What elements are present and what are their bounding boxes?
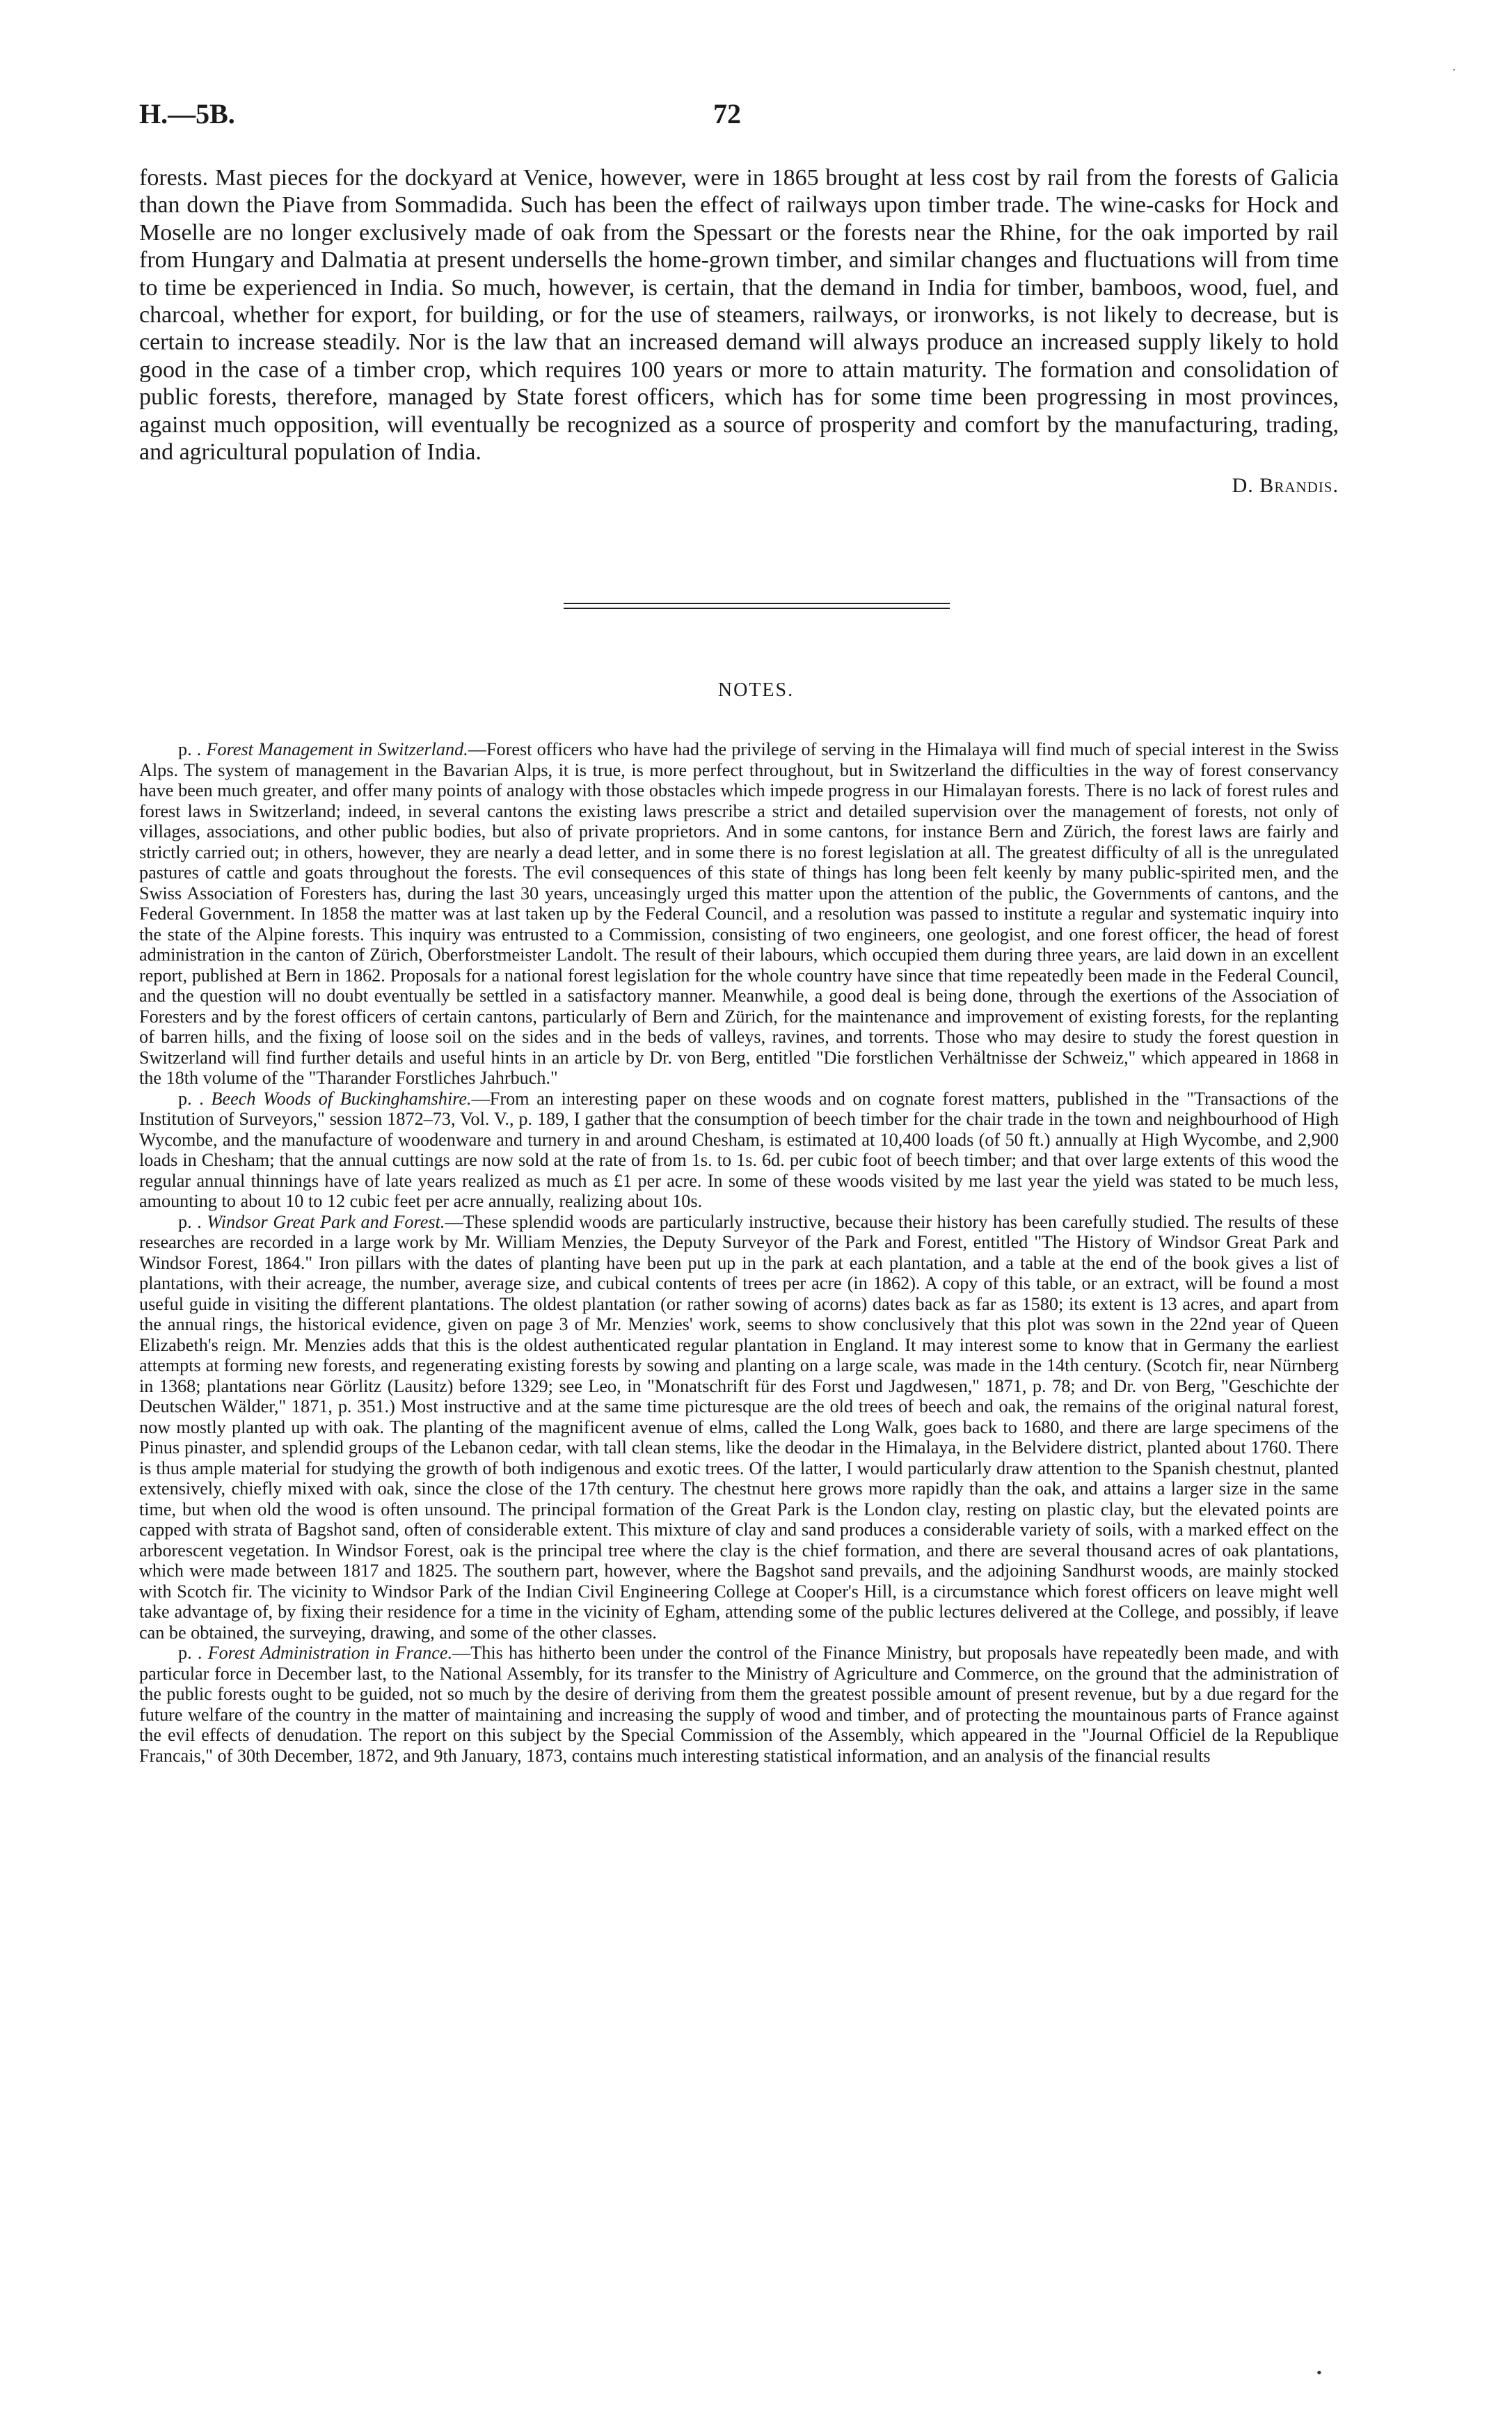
note-item — [139, 1212, 1339, 1643]
divider-rule-top — [564, 603, 950, 604]
note-text: —Forest officers who have had the privilege of serving in the Himalaya will find much of special interest in the Swiss Alps. The system of management in the Bavarian Alps, it is true, is more perfect throughout, but in Switzerland the difficulties in the way of forest conservancy have been much greater, and offer many points of analogy with those obstacles which impede progress in our Himalayan forests. There is no lack of forest rules and forest laws in Switzerland; indeed, in several cantons the existing laws prescribe a strict and detailed supervision over the management of forests, not only of villages, associations, and other public bodies, but also of private proprietors. And in some cantons, for instance Bern and Zürich, the forest laws are fairly and strictly carried out; in others, however, they are nearly a dead letter, and in some there is no forest legislation at all. The greatest difficulty of all is the unregulated pastures of cattle and goats throughout the forests. The evil consequences of this state of things has long been felt keenly by many public-spirited men, and the Swiss Association of Foresters has, during the last 30 years, unceasingly urged this matter upon the attention of the public, the Governments of cantons, and the Federal Government. In 1858 the matter was at last taken up by the Federal Council, and a resolution was passed to institute a regular and systematic inquiry into the state of the Alpine forests. This inquiry was entrusted to a Commission, consisting of two engineers, one geologist, and one forest officer, the head of forest administration in the canton of Zürich, Oberforstmeister Landolt. The result of their labours, which occupied them during three years, are laid down in an excellent report, published at Bern in 1862. Proposals for a national forest legislation for the whole country have since that time repeatedly been made in the Federal Council, and the question will no doubt eventually be settled in a satisfactory manner. Meanwhile, a good deal is being done, through the exertions of the Association of Foresters and by the forest officers of certain cantons, particularly of Bern and Zürich, for the maintenance and improvement of existing forests, for the replanting of barren hills, and the fixing of loose soil on the sides and in the beds of valleys, ravines, and torrents. Those who may desire to study the forest question in Switzerland will find further details and useful hints in an article by Dr. von Berg, entitled "Die forstlichen Verhältnisse der Schweiz," which appeared in 1868 in the 18th volume of the "Tharander Forstliches Jahrbuch." — [139, 739, 1339, 1088]
note-marker: p. . — [178, 1643, 202, 1663]
note-marker: p. . — [178, 739, 202, 759]
note-title: Forest Management in Switzerland. — [206, 739, 468, 759]
note-text: —This has hitherto been under the control of the Finance Ministry, but proposals have repeatedly been made, and with particular force in December last, to the National Assembly, for its transfer to the Ministry of Agriculture and Commerce, on the ground that the administration of the public forests ought to be guided, not so much by the desire of deriving from them the greatest possible amount of present revenue, but by a due regard for the future welfare of the country in the matter of maintaining and increasing the supply of wood and timber, and of protecting the mountainous parts of France against the evil effects of denudation. The report on this subject by the Special Commission of the Assembly, which appeared in the "Journal Officiel de la Republique Francais," of 30th December, 1872, and 9th January, 1873, contains much interesting statistical information, and an analysis of the financial results — [139, 1643, 1339, 1766]
notes-heading: NOTES. — [717, 679, 795, 701]
note-marker: p. . — [178, 1088, 204, 1109]
page-number: 72 — [713, 98, 741, 129]
note-title: Windsor Great Park and Forest. — [207, 1211, 445, 1232]
main-text-block — [139, 164, 1339, 498]
note-text: —These splendid woods are particularly instructive, because their history has been carefully studied. The results of these researches are recorded in a large work by Mr. William Menzies, the Deputy Surveyor of the Park and Forest, entitled "The History of Windsor Great Park and Windsor Forest, 1864." Iron pillars with the dates of planting have been put up in the park at each plantation, and a table at the end of the book gives a list of plantations, with their acreage, the number, average size, and cubical contents of trees per acre (in 1862). A copy of this table, or an extract, will be found a most useful guide in visiting the different plantations. The oldest plantation (or rather sowing of acorns) dates back as far as 1580; its extent is 13 acres, and apart from the annual rings, the historical evidence, given on page 3 of Mr. Menzies' work, seems to show conclusively that this plot was sown in the 22nd year of Queen Elizabeth's reign. Mr. Menzies adds that this is the oldest authenticated regular plantation in England. It may interest some to know that in Germany the earliest attempts at forming new forests, and regenerating existing forests by sowing and planting on a large scale, was made in the 14th century. (Scotch fir, near Nürnberg in 1368; plantations near Görlitz (Lausitz) before 1329; see Leo, in "Monatschrift für des Forst und Jagdwesen," 1871, p. 78; and Dr. von Berg, "Geschichte der Deutschen Wälder," 1871, p. 351.) Most instructive and at the same time picturesque are the old trees of beech and oak, the remains of the original natural forest, now mostly planted up with oak. The planting of the magnificent avenue of elms, called the Long Walk, goes back to 1680, and there are large specimens of the Pinus pinaster, and splendid groups of the Lebanon cedar, with tall clean stems, like the deodar in the Himalaya, in the Belvidere district, planted about 1760. There is thus ample material for studying the growth of both indigenous and exotic trees. Of the latter, I would particularly draw attention to the Spanish chestnut, planted extensively, chiefly mixed with oak, since the close of the 17th century. The chestnut here grows more rapidly than the oak, and attains a larger size in the same time, but when old the wood is often unsound. The principal formation of the Great Park is the London clay, resting on plastic clay, but the elevated points are capped with strata of Bagshot sand, often of considerable extent. This mixture of clay and sand produces a considerable variety of soils, with a marked effect on the arborescent vegetation. In Windsor Forest, oak is the principal tree where the clay is the chief formation, and there are several thousand acres of oak plantations, which were made between 1817 and 1825. The southern part, however, where the Bagshot sand prevails, and the adjoining Sandhurst woods, are mainly stocked with Scotch fir. The vicinity to Windsor Park of the Indian Civil Engineering College at Cooper's Hill, is a circumstance which forest officers on leave might well take advantage of, by fixing their residence for a time in the vicinity of Egham, attending some of the public lectures delivered at the College, and possibly, if leave can be obtained, the surveying, drawing, and some of the other classes. — [139, 1211, 1339, 1643]
note-item — [139, 1089, 1339, 1212]
page-header — [139, 97, 1315, 139]
page-corner-mark: · — [1451, 63, 1456, 78]
page-foot-mark: • — [1316, 2364, 1322, 2381]
note-item — [139, 1643, 1339, 1766]
notes-section — [139, 739, 1339, 1766]
signature-text: D. Brandis. — [1232, 474, 1339, 498]
note-item — [139, 739, 1339, 1089]
lead-paragraph: forests. Mast pieces for the dockyard at Venice, however, were in 1865 brought at less cost by rail from the forests of Galicia than down the Piave from Sommadida. Such has been the effect of railways upon timber trade. The wine-casks for Hock and Moselle are no longer exclusively made of oak from the Spessart or the forests near the Rhine, for the oak imported by rail from Hungary and Dalmatia at present undersells the home-grown timber, and similar changes and fluctuations will from time to time be experienced in India. So much, however, is certain, that the demand in India for timber, bamboos, wood, fuel, and charcoal, whether for export, for building, or for the use of steamers, railways, or ironworks, is not likely to decrease, but is certain to increase steadily. Nor is the law that an increased demand will always produce an increased supply likely to hold good in the case of a timber crop, which requires 100 years or more to attain maturity. The formation and consolidation of public forests, therefore, managed by State forest officers, which has for some time been progressing in most provinces, against much opposition, will eventually be recognized as a source of prosperity and comfort by the manufacturing, trading, and agricultural population of India. — [139, 165, 1339, 466]
author-signature — [139, 474, 1339, 498]
note-title: Forest Administration in France. — [207, 1643, 453, 1663]
note-text: —From an interesting paper on these woods and on cognate forest matters, published in the "Transactions of the Institution of Surveyors," session 1872–73, Vol. V., p. 189, I gather that the consumption of beech timber for the chair trade in the town and neighbourhood of High Wycombe, and the manufacture of woodenware and turnery in and around Chesham, is estimated at 10,400 loads (of 50 ft.) annually at High Wycombe, and 2,900 loads in Chesham; that the annual cuttings are now sold at the rate of from 1s. to 1s. 6d. per cubic foot of beech timber; and that over large extents of this wood the regular annual thinnings have of late years realized as much as £1 per acre. In some of these woods visited by me last year the yield was stated to be much less, amounting to about 10 to 12 cubic feet per acre annually, realizing about 10s. — [139, 1088, 1339, 1211]
divider-rule-bottom — [564, 608, 950, 609]
note-marker: p. . — [178, 1211, 202, 1232]
note-title: Beech Woods of Buckinghamshire. — [211, 1088, 472, 1109]
document-reference: H.—5B. — [139, 98, 235, 129]
section-divider — [564, 603, 950, 613]
